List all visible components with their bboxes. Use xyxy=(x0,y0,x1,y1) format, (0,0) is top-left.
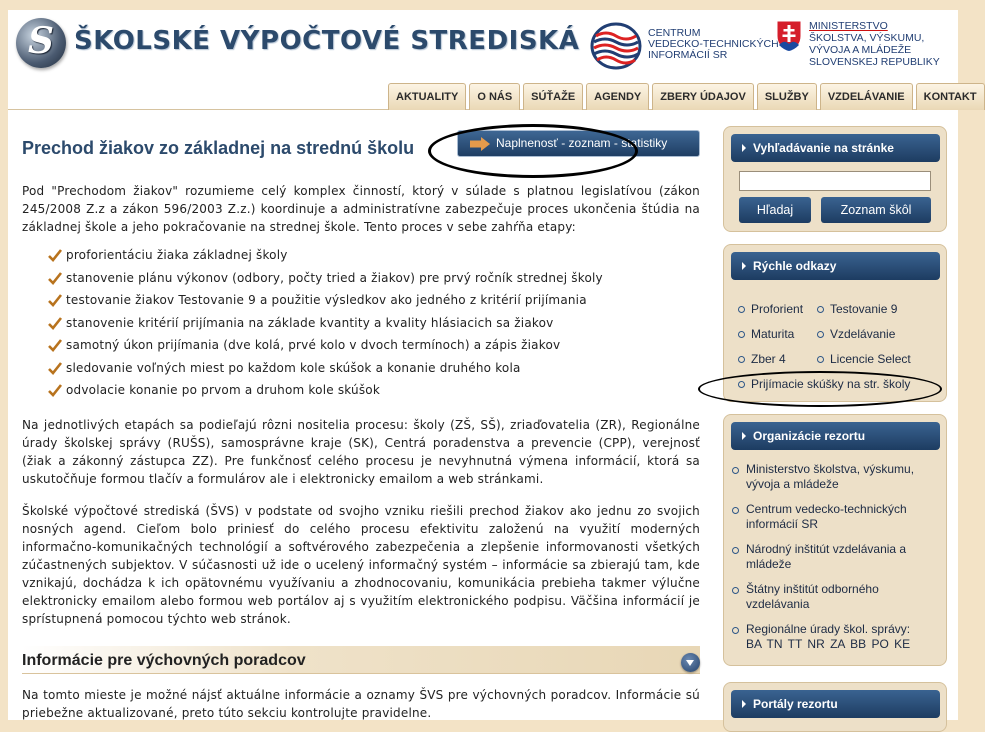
regional-label: Regionálne úrady škol. správy: xyxy=(746,622,911,636)
region-link[interactable]: PO xyxy=(871,637,889,651)
list-item xyxy=(48,244,698,267)
tab-aktuality[interactable]: AKTUALITY xyxy=(388,83,466,110)
tab-o-nas[interactable]: O NÁS xyxy=(469,83,520,110)
regional-offices xyxy=(746,622,936,652)
checkmark-icon xyxy=(48,339,62,352)
section-text: Na tomto mieste je možné nájsť aktuálne informácie a oznamy ŠVS pre výchovných poradcov. Informácie sú priebežne aktualizované, preto túto sekciu kontrolujte pravidelne. xyxy=(22,688,700,720)
search-input[interactable] xyxy=(739,171,931,191)
stats-button-label: Naplnenosť - zoznam - štatistiky xyxy=(496,136,668,150)
quick-link-licencie[interactable]: Licencie Select xyxy=(817,352,911,366)
quick-link-maturita[interactable]: Maturita xyxy=(738,327,794,341)
region-link[interactable]: NR xyxy=(807,637,825,651)
tab-agendy[interactable]: AGENDY xyxy=(586,83,649,110)
site-header xyxy=(8,10,977,110)
stage-text: stanovenie kritérií prijímania na základe kvantity a kvality hlásiacich sa žiakov xyxy=(66,315,554,330)
page xyxy=(8,10,977,720)
quick-links-title[interactable]: Rýchle odkazy xyxy=(731,252,940,280)
section-header-counselors[interactable] xyxy=(22,646,700,674)
slovak-coat-of-arms-icon xyxy=(776,20,802,52)
checkmark-icon xyxy=(48,249,62,262)
quick-link-vzdelavanie[interactable]: Vzdelávanie xyxy=(817,327,895,341)
highlight-ring xyxy=(698,371,942,407)
cvti-logo-icon[interactable] xyxy=(590,22,642,70)
checkmark-icon xyxy=(48,294,62,307)
site-title[interactable]: ŠKOLSKÉ VÝPOČTOVÉ STREDISKÁ xyxy=(74,26,580,56)
stage-text: sledovanie voľných miest po každom kole skúšok a konanie druhého kola xyxy=(66,360,521,375)
main-nav xyxy=(388,83,985,110)
org-link-niv[interactable]: Národný inštitút vzdelávania a mládeže xyxy=(746,542,936,572)
search-button[interactable]: Hľadaj xyxy=(739,197,811,223)
tab-sluzby[interactable]: SLUŽBY xyxy=(757,83,817,110)
portals-box xyxy=(723,682,947,732)
checkmark-icon xyxy=(48,317,62,330)
svs-history-text: Školské výpočtové strediská (ŠVS) v podstate od svojho vzniku riešili prechod žiakov ako jednu zo svojich nosných agend. Cieľom bolo priniesť do celého procesu efektivitu založenú na využití moderných informačno-komunikačných technológií a softvérového zabezpečenia a zlepšenie informovanosti všetkých zúčastnených subjektov. V súčasnosti už ide o ucelený informačný systém – informácie sa zbierajú tam, kde vznikajú, dochádza k ich opätovnému využívaniu a zhodnocovaniu, komunikácia prebieha takmer výlučne elektronicky emailom alebo formou web portálov aj s využitím elektronického podpisu. Väčšina informácií je sprístupnená pomocou týchto web stránok. xyxy=(22,504,700,626)
portals-title[interactable]: Portály rezortu xyxy=(731,690,940,718)
intro-text: Pod "Prechodom žiakov" rozumieme celý komplex činností, ktorý v súlade s platnou legislatívou (zákon 245/2008 Z.z a zákon 596/2003 Z.z.) koordinuje a administratívne zabezpečuje proces ukončenia štúdia na základnej škole a jeho pokračovanie na strednej škole. Tento proces v sebe zahŕňa etapy: xyxy=(22,184,700,234)
cvti-name[interactable]: CENTRUM VEDECKO-TECHNICKÝCH INFORMÁCIÍ SR xyxy=(648,27,779,61)
page-title: Prechod žiakov zo základnej na strednú školu xyxy=(22,138,415,158)
stage-text: stanovenie plánu výkonov (odbory, počty tried a žiakov) pre prvý ročník strednej školy xyxy=(66,270,603,285)
tab-vzdelavanie[interactable]: VZDELÁVANIE xyxy=(820,83,913,110)
ministry-name[interactable] xyxy=(809,20,940,68)
checkmark-icon xyxy=(48,384,62,397)
stages-list xyxy=(48,244,698,402)
tab-zbery-udajov[interactable]: ZBERY ÚDAJOV xyxy=(652,83,754,110)
organizations-box xyxy=(723,414,947,666)
quick-link-testovanie[interactable]: Testovanie 9 xyxy=(817,302,897,316)
list-item xyxy=(48,357,698,380)
org-link-ministry[interactable]: Ministerstvo školstva, výskumu, vývoja a mládeže xyxy=(746,462,936,492)
stage-text: odvolacie konanie po prvom a druhom kole skúšok xyxy=(66,383,380,397)
list-item xyxy=(48,379,698,402)
highlight-ring xyxy=(428,124,638,178)
tab-sutaze[interactable]: SÚŤAŽE xyxy=(523,83,583,110)
quick-link-proforient[interactable]: Proforient xyxy=(738,302,803,316)
region-link[interactable]: KE xyxy=(894,637,911,651)
stage-text: proforientáciu žiaka základnej školy xyxy=(66,248,288,262)
checkmark-icon xyxy=(48,362,62,375)
participants-text: Na jednotlivých etapách sa podieľajú rôzni nositelia procesu: školy (ZŠ, SŠ), zriaďovatelia (ZR), Regionálne úrady školskej správy (RUŠS), samosprávne kraje (SK), Centrá poradenstva a prevencie (CPP), verejnosť (žiak a zákonný zástupca ZZ). Pre funkčnosť celého procesu je nevyhnutná výmena informácií, ktorá sa uskutočňuje formou tlačív a formulárov ale i elektronicky emailom a web stránkami. xyxy=(22,418,700,486)
list-item xyxy=(48,334,698,357)
stage-text: samotný úkon prijímania (dve kolá, prvé kolo v dvoch termínoch) a zápis žiakov xyxy=(66,338,561,352)
organizations-title[interactable]: Organizácie rezortu xyxy=(731,422,940,450)
stage-text: testovanie žiakov Testovanie 9 a použitie výsledkov ako jedného z kritérií prijímania xyxy=(66,293,587,307)
chevron-down-icon[interactable] xyxy=(681,653,700,672)
list-item xyxy=(48,289,698,312)
tab-kontakt[interactable]: KONTAKT xyxy=(916,83,985,110)
checkmark-icon xyxy=(48,272,62,285)
section-title: Informácie pre výchovných poradcov xyxy=(22,652,306,669)
search-box xyxy=(723,126,947,232)
svs-logo-icon[interactable] xyxy=(16,18,66,68)
list-item xyxy=(48,312,698,335)
list-item xyxy=(48,267,698,290)
region-link[interactable]: TN xyxy=(766,637,783,651)
region-link[interactable]: ZA xyxy=(830,637,845,651)
org-link-siov[interactable]: Štátny inštitút odborného vzdelávania xyxy=(746,582,936,612)
regional-codes xyxy=(746,637,936,652)
schools-list-button[interactable]: Zoznam škôl xyxy=(821,197,931,223)
logo-letter: S xyxy=(28,20,54,62)
ministry-name-first: MINISTERSTVO xyxy=(809,20,888,32)
quick-link-zber[interactable]: Zber 4 xyxy=(738,352,786,366)
region-link[interactable]: BB xyxy=(850,637,867,651)
region-link[interactable]: TT xyxy=(787,637,803,651)
region-link[interactable]: BA xyxy=(746,637,762,651)
org-link-cvti[interactable]: Centrum vedecko-technických informácií SR xyxy=(746,502,936,532)
ministry-name-rest: ŠKOLSTVA, VÝSKUMU, VÝVOJA A MLÁDEŽE SLOVENSKEJ REPUBLIKY xyxy=(809,32,940,68)
quick-link-prijimacie[interactable]: Prijímacie skúšky na str. školy xyxy=(738,377,910,391)
search-box-title[interactable]: Vyhľadávanie na stránke xyxy=(731,134,940,162)
